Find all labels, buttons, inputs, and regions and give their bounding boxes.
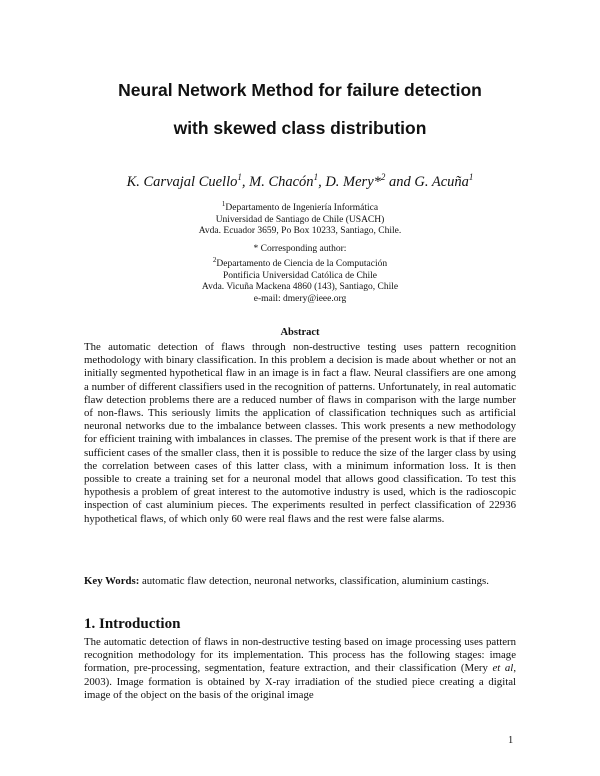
affiliation-department: $^2$Departamento de Ciencia de la Computación: [212, 256, 388, 270]
author-name: M. Chacón: [249, 173, 314, 190]
author-name: G. Acuña: [414, 173, 469, 190]
keywords: [84, 575, 516, 588]
section-heading-introduction: 1. Introduction: [84, 616, 181, 632]
author-affiliation-mark: 2: [380, 172, 386, 182]
affiliation-university: Pontificia Universidad Católica de Chile: [222, 270, 378, 281]
page-number: 1: [508, 735, 514, 746]
author-affiliation-mark: 1: [468, 172, 474, 182]
affiliation-university: Universidad de Santiago de Chile (USACH): [215, 214, 385, 225]
affiliation-2: [0, 244, 600, 305]
author-affiliation-mark: 1: [237, 172, 242, 182]
affiliation-address: Avda. Ecuador 3659, Po Box 10233, Santiago, Chile.: [198, 225, 402, 236]
abstract-heading: Abstract: [280, 327, 320, 338]
affiliation-1: [0, 199, 600, 237]
affiliation-department: $^1$Departamento de Ingeniería Informática: [221, 200, 379, 214]
author-list: K. Carvajal Cuello$^1$, M. Chacón$^1$, D. Mery*$^2$ and G. Acuña$^1$: [126, 172, 474, 190]
author-name: K. Carvajal Cuello: [126, 173, 238, 190]
affiliation-address: Avda. Vicuña Mackena 4860 (143), Santiago, Chile: [201, 282, 399, 293]
author-affiliation-mark: 1: [313, 172, 319, 182]
keywords-text: automatic flaw detection, neuronal networks, classification, aluminium castings.: [139, 575, 489, 587]
paper-title-line-2: with skewed class distribution: [173, 118, 427, 138]
abstract-text: The automatic detection of flaws through non-destructive testing uses pattern recognition methodology with binary classification. In this problem a decision is made about whether or not an initially segmented hypothetical flaw in an image is in fact a flaw. Neural classifiers are one among a number of different classifiers used in the recognition of patterns. Unfortunately, in real automatic flaw detection problems there are a reduced number of flaws in comparison with the large number of non-flaws. This seriously limits the application of classification techniques such as artificial neuronal networks due to the imbalance between classes. This work presents a new methodology for efficient training with imbalances in classes. The premise of the present work is that if there are sufficient cases of the smaller class, then it is possible to reduce the size of the larger class by using the correlation between cases of this latter class, with a minimum information loss. It is then possible to create a training set for a neuronal model that allows good classification. To test this hypothesis a problem of great interest to the automotive industry is used, which is the radioscopic inspection of cast aluminium pieces. The experiments resulted in perfect classification of 22936 hypothetical flaws, of which only 60 were real flaws and the rest were false alarms.: [84, 341, 516, 525]
paper-title-line-1: Neural Network Method for failure detection: [118, 80, 482, 100]
introduction-text: The automatic detection of flaws in non-destructive testing based on image processing uses pattern recognition methodology for its implementation. This process has the following stages: image formation, pre-processing, segmentation, feature extraction, and their classification (Mery et al, 2003). Image formation is obtained by X-ray irradiation of the studied piece creating a digital image of the object on the basis of the original image: [84, 636, 517, 701]
keywords-label: Key Words:: [84, 575, 140, 587]
author-email: e-mail: dmery@ieee.org: [253, 293, 347, 304]
corresponding-author-note: * Corresponding author:: [253, 244, 347, 254]
author-name: D. Mery*: [325, 173, 381, 190]
